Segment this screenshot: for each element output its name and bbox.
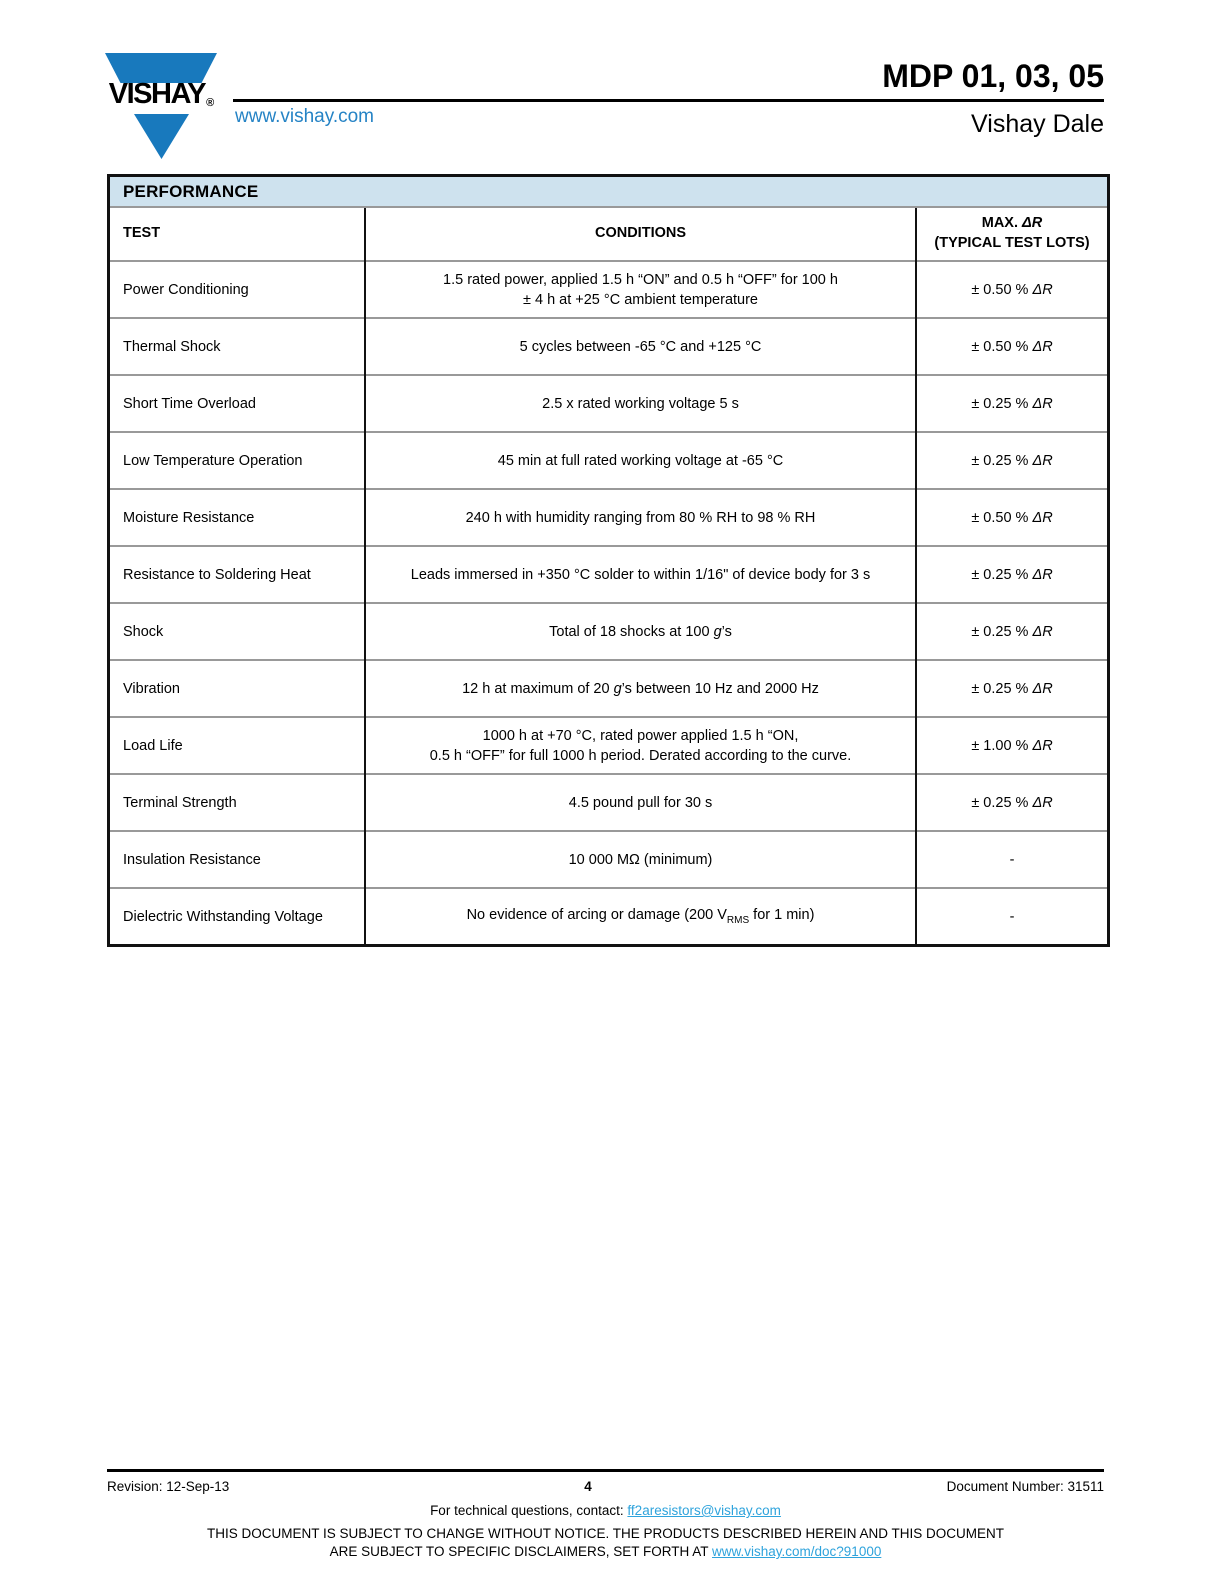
max-dr-cell: ± 0.25 % ΔR bbox=[916, 375, 1107, 432]
conditions-cell: 2.5 x rated working voltage 5 s bbox=[365, 375, 916, 432]
conditions-cell: Total of 18 shocks at 100 g’s bbox=[365, 603, 916, 660]
brand-name: Vishay Dale bbox=[971, 110, 1104, 138]
max-dr-cell: ± 0.25 % ΔR bbox=[916, 774, 1107, 831]
table-row bbox=[110, 489, 1107, 546]
disclaimer-line-2: ARE SUBJECT TO SPECIFIC DISCLAIMERS, SET FORTH AT www.vishay.com/doc?91000 bbox=[329, 1544, 882, 1559]
test-cell: Vibration bbox=[110, 660, 365, 717]
performance-table-body bbox=[110, 261, 1107, 944]
test-cell: Thermal Shock bbox=[110, 318, 365, 375]
max-dr-sublabel: (TYPICAL TEST LOTS) bbox=[934, 235, 1090, 251]
max-dr-cell: - bbox=[916, 831, 1107, 888]
conditions-cell: No evidence of arcing or damage (200 $V_{RMS}$ for 1 min) bbox=[365, 888, 916, 944]
conditions-cell: 1.5 rated power, applied 1.5 h “ON” and 0.5 h “OFF” for 100 h ± 4 h at +25 °C ambient temperature bbox=[365, 261, 916, 318]
vishay-logo-wordmark: VISHAY® bbox=[108, 78, 215, 110]
max-dr-cell: ± 0.25 % ΔR bbox=[916, 603, 1107, 660]
page-title-product: MDP 01, 03, 05 bbox=[882, 58, 1104, 94]
table-row bbox=[110, 660, 1107, 717]
max-dr-cell: ± 0.50 % ΔR bbox=[916, 318, 1107, 375]
table-row bbox=[110, 432, 1107, 489]
max-dr-cell: ± 1.00 % ΔR bbox=[916, 717, 1107, 774]
footer-meta-row bbox=[107, 1479, 1104, 1494]
table-row bbox=[110, 888, 1107, 944]
test-cell: Moisture Resistance bbox=[110, 489, 365, 546]
conditions-cell: 45 min at full rated working voltage at -65 °C bbox=[365, 432, 916, 489]
technical-contact-line: For technical questions, contact: ff2aresistors@vishay.com bbox=[430, 1503, 781, 1518]
performance-table bbox=[107, 174, 1110, 947]
max-dr-label: MAX. ΔR bbox=[981, 215, 1043, 232]
disclaimer-line-1: THIS DOCUMENT IS SUBJECT TO CHANGE WITHOUT NOTICE. THE PRODUCTS DESCRIBED HEREIN AND THIS DOCUMENT bbox=[206, 1526, 1005, 1541]
disclaimer-doc-link[interactable]: www.vishay.com/doc?91000 bbox=[712, 1544, 882, 1559]
table-row bbox=[110, 831, 1107, 888]
test-cell: Terminal Strength bbox=[110, 774, 365, 831]
conditions-cell: 4.5 pound pull for 30 s bbox=[365, 774, 916, 831]
test-cell: Insulation Resistance bbox=[110, 831, 365, 888]
registered-trademark-symbol: ® bbox=[206, 97, 215, 109]
table-row bbox=[110, 774, 1107, 831]
revision-date: Revision: 12-Sep-13 bbox=[107, 1479, 230, 1494]
conditions-cell: 240 h with humidity ranging from 80 % RH to 98 % RH bbox=[365, 489, 916, 546]
max-dr-cell: - bbox=[916, 888, 1107, 944]
test-cell: Load Life bbox=[110, 717, 365, 774]
table-row bbox=[110, 261, 1107, 318]
conditions-cell: Leads immersed in +350 °C solder to within 1/16" of device body for 3 s bbox=[365, 546, 916, 603]
page-number: 4 bbox=[584, 1479, 592, 1494]
max-dr-cell: ± 0.25 % ΔR bbox=[916, 546, 1107, 603]
table-row bbox=[110, 717, 1107, 774]
column-header-max-dr bbox=[916, 208, 1107, 261]
table-row bbox=[110, 546, 1107, 603]
test-cell: Shock bbox=[110, 603, 365, 660]
test-cell: Power Conditioning bbox=[110, 261, 365, 318]
conditions-cell: 5 cycles between -65 °C and +125 °C bbox=[365, 318, 916, 375]
performance-section-title: PERFORMANCE bbox=[110, 177, 1107, 208]
table-row bbox=[110, 318, 1107, 375]
table-header-row bbox=[110, 208, 1107, 261]
test-cell: Short Time Overload bbox=[110, 375, 365, 432]
conditions-cell: 10 000 MΩ (minimum) bbox=[365, 831, 916, 888]
header-divider bbox=[233, 99, 1104, 102]
table-row bbox=[110, 375, 1107, 432]
website-link[interactable]: www.vishay.com bbox=[235, 106, 375, 127]
vishay-logo-triangle-bottom bbox=[134, 114, 189, 159]
max-dr-cell: ± 0.25 % ΔR bbox=[916, 660, 1107, 717]
test-cell: Dielectric Withstanding Voltage bbox=[110, 888, 365, 944]
test-cell: Low Temperature Operation bbox=[110, 432, 365, 489]
test-cell: Resistance to Soldering Heat bbox=[110, 546, 365, 603]
conditions-cell: 12 h at maximum of 20 g’s between 10 Hz and 2000 Hz bbox=[365, 660, 916, 717]
footer-divider bbox=[107, 1469, 1104, 1472]
column-header-test: TEST bbox=[123, 225, 161, 242]
max-dr-cell: ± 0.50 % ΔR bbox=[916, 261, 1107, 318]
contact-email-link[interactable]: ff2aresistors@vishay.com bbox=[627, 1503, 781, 1518]
max-dr-cell: ± 0.25 % ΔR bbox=[916, 432, 1107, 489]
table-row bbox=[110, 603, 1107, 660]
document-number: Document Number: 31511 bbox=[946, 1479, 1104, 1494]
conditions-cell: 1000 h at +70 °C, rated power applied 1.5 h “ON, 0.5 h “OFF” for full 1000 h period. Derated according to the curve. bbox=[365, 717, 916, 774]
column-header-conditions: CONDITIONS bbox=[365, 208, 916, 261]
max-dr-cell: ± 0.50 % ΔR bbox=[916, 489, 1107, 546]
vishay-logo bbox=[94, 53, 228, 159]
